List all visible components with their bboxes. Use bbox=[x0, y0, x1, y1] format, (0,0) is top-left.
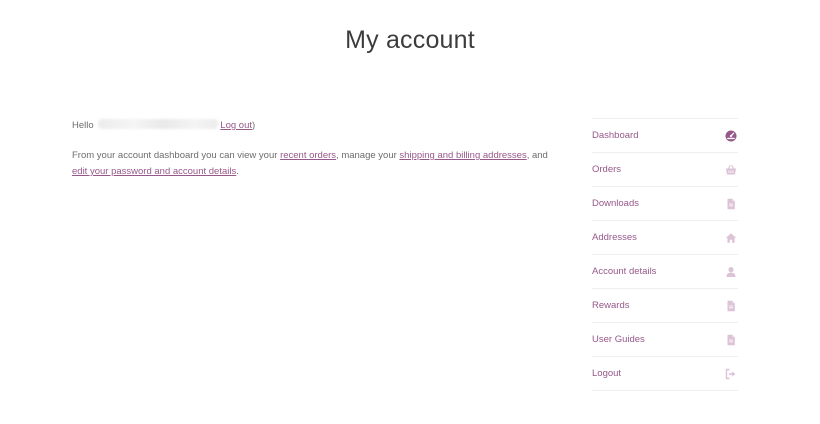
home-icon bbox=[725, 232, 737, 244]
basket-icon bbox=[725, 164, 737, 176]
logout-link[interactable]: Log out bbox=[220, 120, 252, 131]
nav-item-addresses[interactable] bbox=[592, 221, 738, 255]
file-icon bbox=[725, 300, 737, 312]
account-details-link[interactable]: edit your password and account details bbox=[72, 166, 237, 177]
account-dashboard-content bbox=[72, 118, 562, 180]
nav-item-orders[interactable] bbox=[592, 153, 738, 187]
intro-text-4: . bbox=[236, 166, 239, 177]
account-navigation bbox=[592, 118, 738, 391]
greeting-line bbox=[72, 118, 562, 134]
nav-item-label: Logout bbox=[592, 368, 622, 379]
greeting-hello: Hello bbox=[72, 120, 94, 131]
intro-text-1: From your account dashboard you can view your bbox=[72, 150, 281, 161]
file-icon bbox=[725, 198, 737, 210]
intro-text-2: , manage your bbox=[336, 150, 400, 161]
nav-item-label: User Guides bbox=[592, 334, 645, 345]
nav-item-label: Rewards bbox=[592, 300, 630, 311]
nav-item-label: Dashboard bbox=[592, 130, 639, 141]
nav-item-user-guides[interactable] bbox=[592, 323, 738, 357]
nav-item-rewards[interactable] bbox=[592, 289, 738, 323]
recent-orders-link[interactable]: recent orders bbox=[280, 150, 337, 161]
nav-item-logout[interactable] bbox=[592, 357, 738, 391]
user-icon bbox=[725, 266, 737, 278]
nav-item-label: Account details bbox=[592, 266, 657, 277]
nav-item-dashboard[interactable] bbox=[592, 119, 738, 153]
intro-text-3: , and bbox=[526, 150, 548, 161]
nav-item-account-details[interactable] bbox=[592, 255, 738, 289]
nav-item-label: Orders bbox=[592, 164, 622, 175]
dashboard-icon bbox=[725, 130, 737, 142]
redacted-username bbox=[98, 119, 218, 129]
nav-item-downloads[interactable] bbox=[592, 187, 738, 221]
greeting-close-paren: ) bbox=[252, 120, 256, 131]
file-icon bbox=[725, 334, 737, 346]
intro-paragraph bbox=[72, 148, 562, 180]
sign-out-icon bbox=[725, 368, 737, 380]
nav-item-label: Addresses bbox=[592, 232, 637, 243]
page-title: My account bbox=[345, 26, 475, 54]
addresses-link[interactable]: shipping and billing addresses bbox=[399, 150, 527, 161]
nav-item-label: Downloads bbox=[592, 198, 639, 209]
